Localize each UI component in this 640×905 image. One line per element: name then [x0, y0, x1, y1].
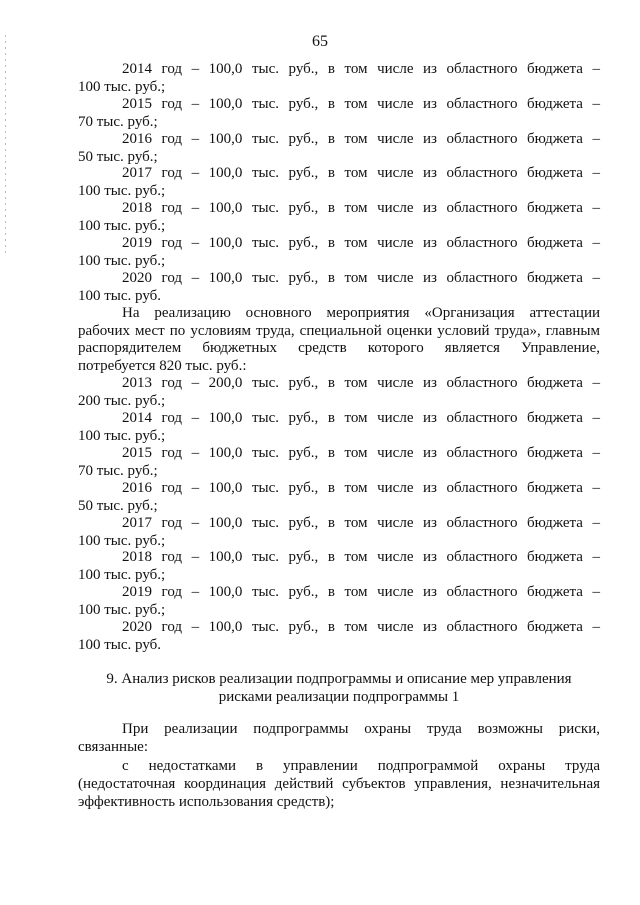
text-line: 2013 год – 200,0 тыс. руб., в том числе из областного бюджета –	[122, 375, 600, 391]
text-line: 100 тыс. руб.;	[78, 183, 166, 199]
text-line: 50 тыс. руб.;	[78, 498, 158, 514]
section-heading-line-2: рисками реализации подпрограммы 1	[218, 689, 460, 705]
text-line: потребуется 820 тыс. руб.:	[78, 358, 247, 374]
text-line: 2017 год – 100,0 тыс. руб., в том числе из областного бюджета –	[122, 165, 600, 181]
text-line: 2019 год – 100,0 тыс. руб., в том числе из областного бюджета –	[122, 235, 600, 251]
text-line: 50 тыс. руб.;	[78, 149, 158, 165]
text-line: 2014 год – 100,0 тыс. руб., в том числе из областного бюджета –	[122, 61, 600, 77]
text-line: 2014 год – 100,0 тыс. руб., в том числе из областного бюджета –	[122, 410, 600, 426]
text-line: 70 тыс. руб.;	[78, 463, 158, 479]
text-line: (недостаточная координация действий субъектов управления, незначительная	[78, 776, 600, 792]
text-line: 100 тыс. руб.;	[78, 218, 166, 234]
text-line: распорядителем бюджетных средств которого является Управление,	[78, 340, 600, 356]
text-line: 2018 год – 100,0 тыс. руб., в том числе из областного бюджета –	[122, 549, 600, 565]
text-line: 2020 год – 100,0 тыс. руб., в том числе из областного бюджета –	[122, 270, 600, 286]
text-line: 100 тыс. руб.;	[78, 567, 166, 583]
text-line: 2019 год – 100,0 тыс. руб., в том числе из областного бюджета –	[122, 584, 600, 600]
text-line: 2018 год – 100,0 тыс. руб., в том числе из областного бюджета –	[122, 200, 600, 216]
text-line: 2015 год – 100,0 тыс. руб., в том числе из областного бюджета –	[122, 445, 600, 461]
text-line: На реализацию основного мероприятия «Организация аттестации	[122, 305, 600, 321]
text-line: 100 тыс. руб.;	[78, 602, 166, 618]
page-number: 65	[312, 33, 328, 50]
scan-margin-mark	[5, 35, 6, 255]
text-line: 100 тыс. руб.	[78, 288, 162, 304]
text-line: рабочих мест по условиям труда, специальной оценки условий труда», главным	[78, 323, 600, 339]
text-line: 2017 год – 100,0 тыс. руб., в том числе из областного бюджета –	[122, 515, 600, 531]
text-line: 100 тыс. руб.	[78, 637, 162, 653]
text-line: 2015 год – 100,0 тыс. руб., в том числе из областного бюджета –	[122, 96, 600, 112]
text-line: связанные:	[78, 739, 148, 755]
text-line: 2016 год – 100,0 тыс. руб., в том числе из областного бюджета –	[122, 480, 600, 496]
text-line: При реализации подпрограммы охраны труда возможны риски,	[122, 721, 600, 737]
section-heading-line-1: 9. Анализ рисков реализации подпрограммы и описание мер управления	[106, 671, 572, 687]
text-line: эффективность использования средств);	[78, 794, 335, 810]
text-line: 200 тыс. руб.;	[78, 393, 166, 409]
text-line: 2016 год – 100,0 тыс. руб., в том числе из областного бюджета –	[122, 131, 600, 147]
text-line: 100 тыс. руб.;	[78, 533, 166, 549]
text-line: 100 тыс. руб.;	[78, 79, 166, 95]
text-line: 70 тыс. руб.;	[78, 114, 158, 130]
text-line: 2020 год – 100,0 тыс. руб., в том числе из областного бюджета –	[122, 619, 600, 635]
text-line: 100 тыс. руб.;	[78, 428, 166, 444]
text-line: 100 тыс. руб.;	[78, 253, 166, 269]
text-line: с недостатками в управлении подпрограммой охраны труда	[122, 758, 600, 774]
